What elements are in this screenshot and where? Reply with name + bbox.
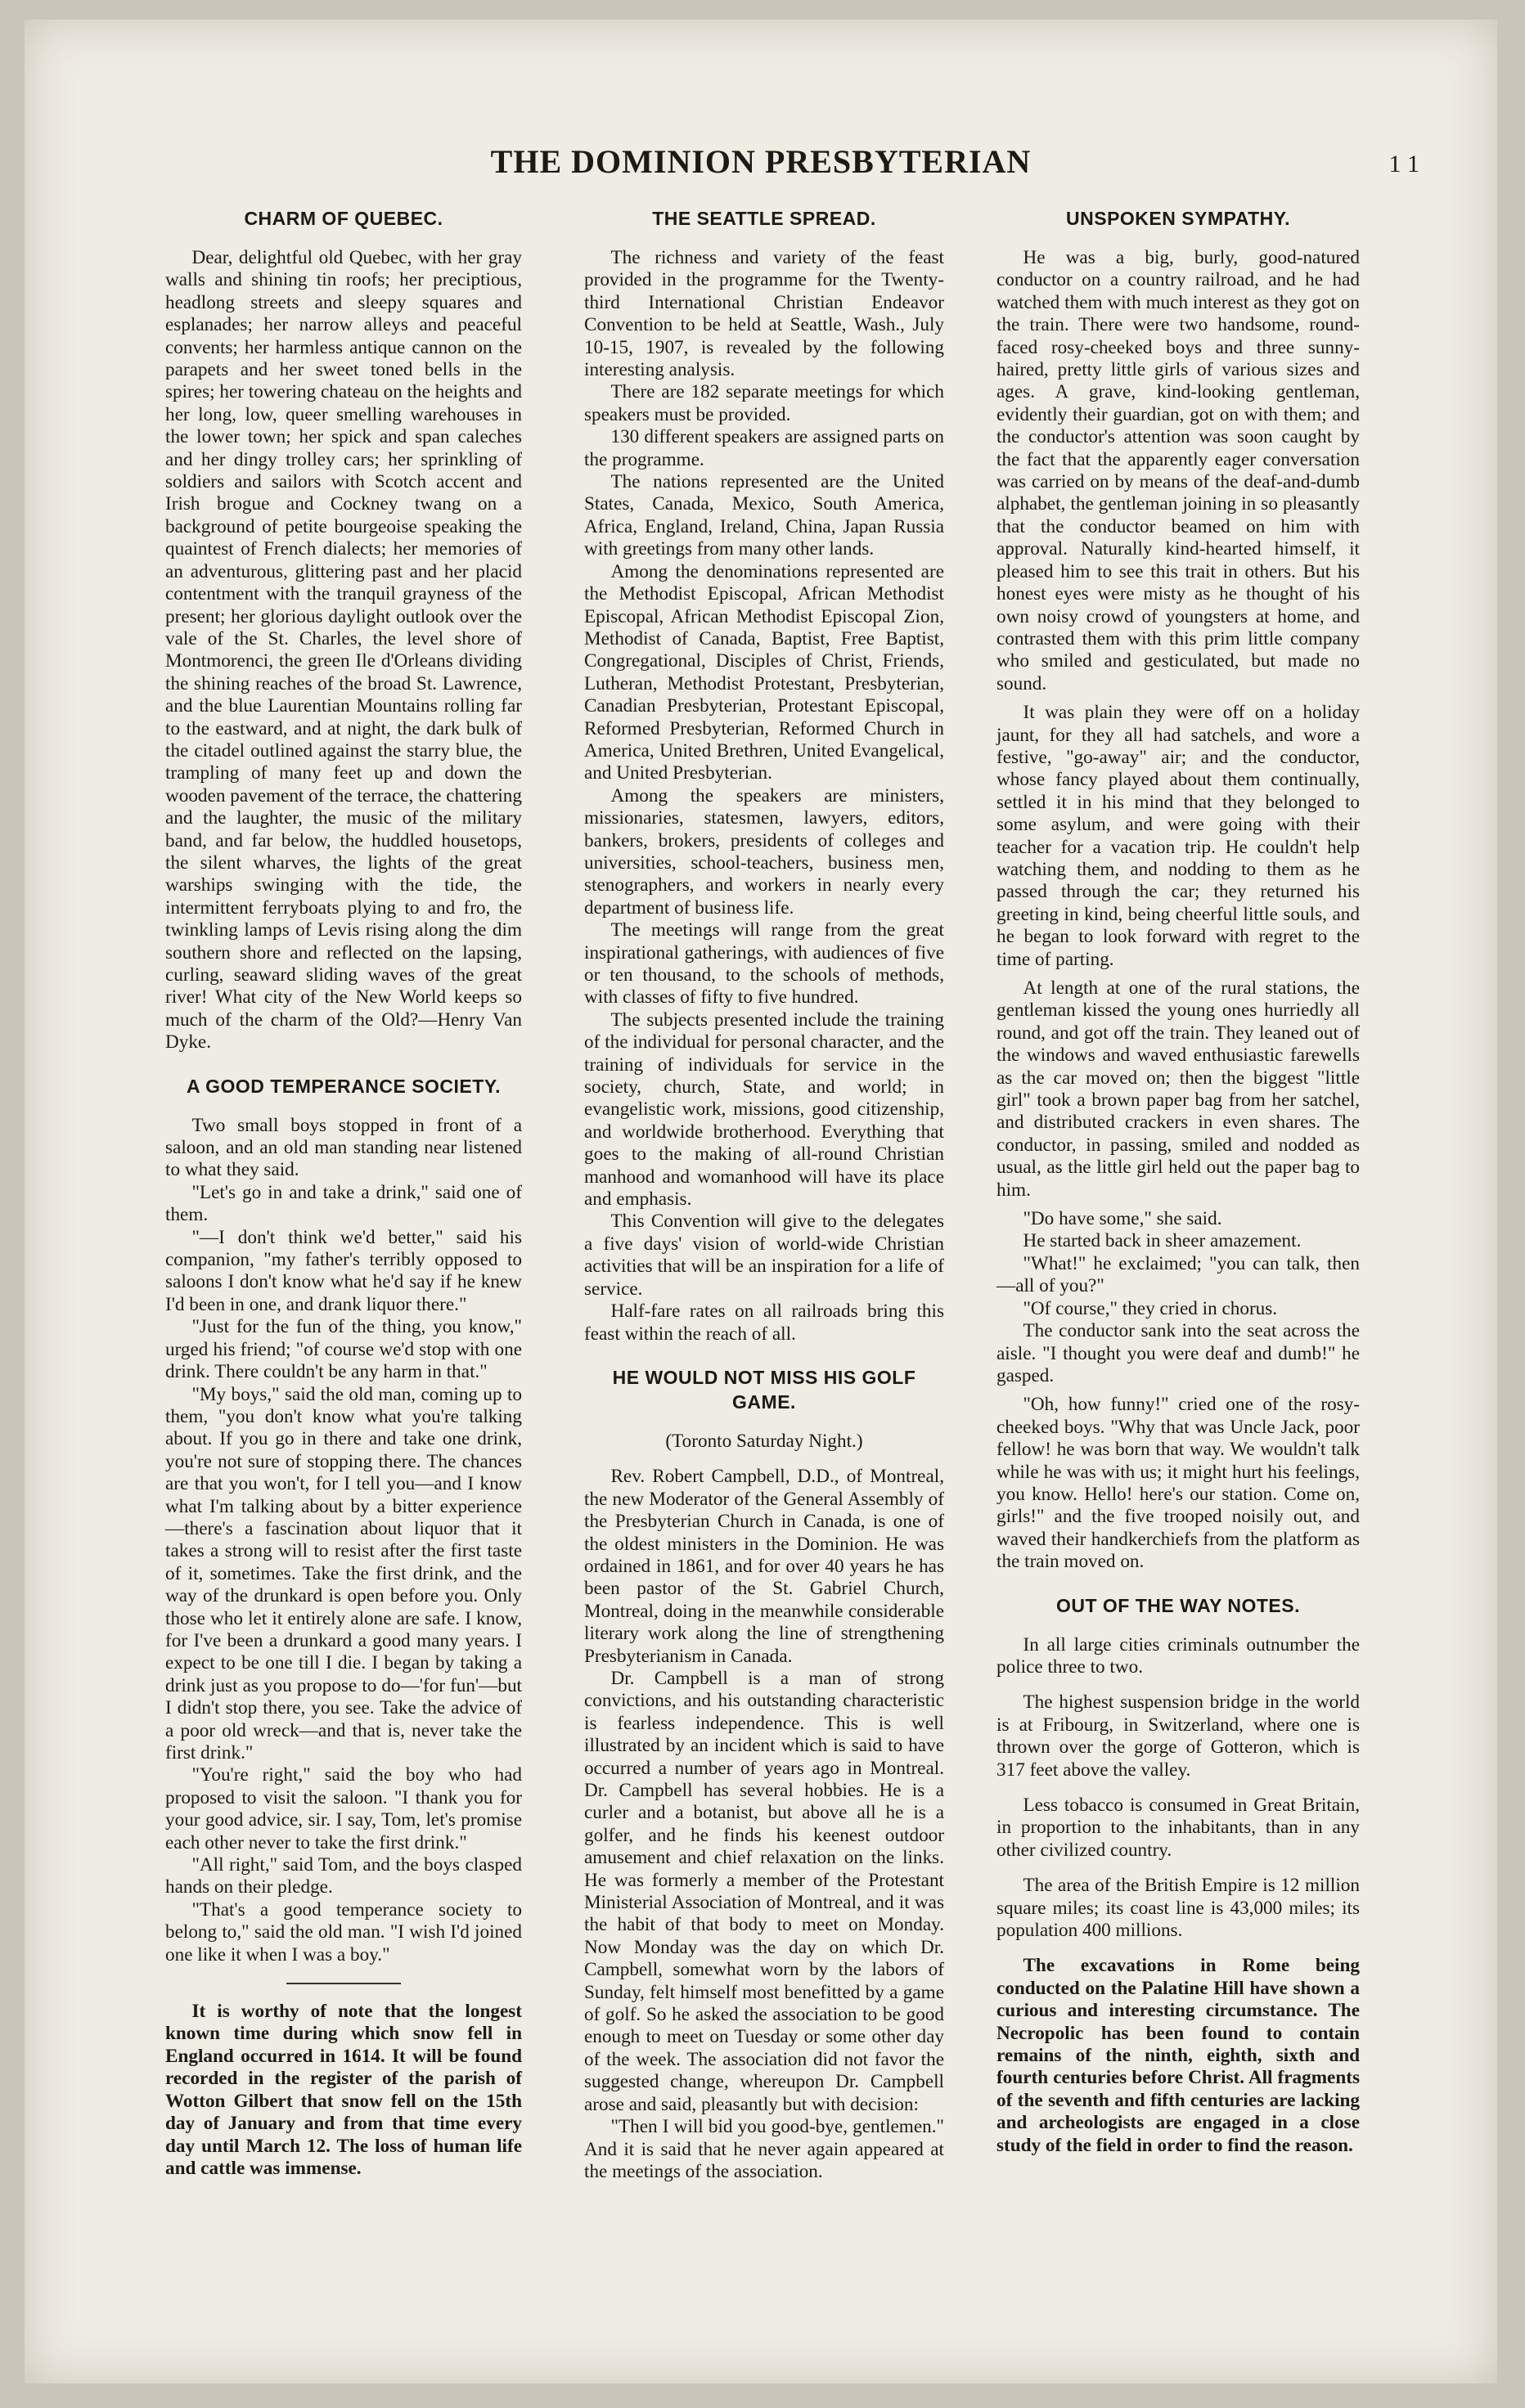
article-paragraph: Two small boys stopped in front of a saloon, and an old man standing near listened to what they said.: [165, 1114, 522, 1181]
article-paragraph: Less tobacco is consumed in Great Britain, in proportion to the inhabitants, than in any other civilized country.: [996, 1795, 1360, 1861]
article-paragraph: Rev. Robert Campbell, D.D., of Montreal, the new Moderator of the General Assembly of the Presbyterian Church in Canada, is one of the oldest ministers in the Dominion. He was ordained in 1861, and for over 40 years he has been pastor of the St. Gabriel Church, Montreal, doing in the meanwhile considerable literary work along the line of strengthening Presbyterianism in Canada.: [584, 1466, 944, 1667]
article-title: OUT OF THE WAY NOTES.: [1055, 1594, 1301, 1616]
article-paragraph: "What!" he exclaimed; "you can talk, then—all of you?": [996, 1252, 1360, 1297]
article-paragraph: This Convention will give to the delegates a five days' vision of world-wide Christian activities that will be an inspiration for a life of service.: [584, 1211, 944, 1300]
article-paragraph: The conductor sank into the seat across the aisle. "I thought you were deaf and dumb!" he gasped.: [996, 1320, 1360, 1386]
article-paragraph: It is worthy of note that the longest known time during which snow fell in England occurred in 1614. It will be found recorded in the register of the parish of Wotton Gilbert that snow fell on the 15th day of January and from that time every day until March 12. The loss of human life and cattle was immense.: [165, 2001, 522, 2179]
article-paragraph: "Of course," they cried in chorus.: [1023, 1297, 1278, 1319]
article-title: CHARM OF QUEBEC.: [244, 208, 443, 229]
article-paragraph: "You're right," said the boy who had proposed to visit the saloon. "I thank you for your good advice, sir. I say, Tom, let's promise each other never to take the first drink.": [165, 1764, 522, 1853]
page-number: 1 1: [1388, 150, 1419, 177]
article-paragraph: The meetings will range from the great inspirational gatherings, with audiences of five or ten thousand, to the schools of methods, with classes of fifty to five hundred.: [584, 919, 944, 1009]
article-paragraph: Among the denominations represented are the Methodist Episcopal, African Methodist Episcopal, African Methodist Episcopal Zion, Methodist of Canada, Baptist, Free Baptist, Congregational, Disciples of Christ, Friends, Lutheran, Methodist Protestant, Presbyterian, Canadian Presbyterian, Protestant Episcopal, Reformed Presbyterian, Reformed Church in America, United Brethren, United Evangelical, and United Presbyterian.: [584, 560, 944, 784]
article-paragraph: He was a big, burly, good-natured conductor on a country railroad, and he had watched them with much interest as they got on the train. There were two handsome, round-faced rosy-cheeked boys and three sunny-haired, pretty little girls of various sizes and ages. A grave, kind-looking gentleman, evidently their guardian, got on with them; and the conductor's attention was soon caught by the fact that the apparently eager conversation was carried on by means of the deaf-and-dumb alphabet, the gentleman joining in so pleasantly that the conductor beamed on him with approval. Naturally kind-hearted himself, it pleased him to see this trait in others. But his honest eyes were misty as he thought of his own noisy crowd of youngsters at home, and contrasted them with this prim little company who smiled and gesticulated, but made no sound.: [996, 247, 1360, 694]
article-title: UNSPOKEN SYMPATHY.: [1066, 208, 1290, 229]
article-paragraph: There are 182 separate meetings for which speakers must be provided.: [584, 381, 944, 425]
article-paragraph: "Then I will bid you good-bye, gentlemen." And it is said that he never again appeared at the meetings of the association.: [584, 2116, 944, 2182]
article-paragraph: Half-fare rates on all railroads bring this feast within the reach of all.: [584, 1301, 944, 1345]
section-divider: [286, 1983, 401, 1984]
article-title: THE SEATTLE SPREAD.: [652, 208, 876, 229]
article-paragraph: The area of the British Empire is 12 million square miles; its coast line is 43,000 miles; its population 400 millions.: [996, 1875, 1360, 1942]
article-paragraph: 130 different speakers are assigned parts on the programme.: [584, 426, 944, 470]
article-paragraph: "Oh, how funny!" cried one of the rosy-cheeked boys. "Why that was Uncle Jack, poor fellow! he was born that way. We wouldn't talk while he was with us; it might hurt his feelings, you know. Hello! here's our station. Come on, girls!" and the five trooped noisily out, and waved their handkerchiefs from the platform as the train moved on.: [996, 1394, 1360, 1573]
article-paragraph: The nations represented are the United States, Canada, Mexico, South America, Africa, England, Ireland, China, Japan Russia with greetings from many other lands.: [584, 471, 944, 560]
article-paragraph: "All right," said Tom, and the boys clasped hands on their pledge.: [165, 1854, 522, 1898]
column-right: [996, 206, 1360, 2157]
article-paragraph: "—I don't think we'd better," said his companion, "my father's terribly opposed to saloons I don't know what he'd say if he knew I'd been in one, and drank liquor there.": [165, 1226, 522, 1315]
article-paragraph: Dear, delightful old Quebec, with her gray walls and shining tin roofs; her preciptious, headlong streets and sleepy squares and esplanades; her narrow alleys and peaceful convents; her harmless antique cannon on the parapets and her sweet toned bells in the spires; her towering chateau on the heights and her long, low, queer smelling warehouses in the lower town; her spick and span caleches and her dingy trolley cars; her sprinkling of soldiers and sailors with Scotch accent and Irish brogue and Cockney twang on a background of petite bourgeoise speaking the quaintest of French dialects; her memories of an adventurous, glittering past and her placid contentment with the tranquil grayness of the present; her glorious daylight outlook over the vale of the St. Charles, the level shore of Montmorenci, the green Ile d'Orleans dividing the shining reaches of the broad St. Lawrence, and the blue Laurentian Mountains rolling far to the eastward, and at night, the dark bulk of the citadel outlined against the starry blue, the trampling of many feet up and down the wooden pavement of the terrace, the chattering and the laughter, the music of the military band, and far below, the huddled housetops, the silent wharves, the lights of the great warships swinging with the tide, the intermittent ferryboats plying to and fro, the twinkling lamps of Levis rising along the dim southern shore and reflected on the lapsing, curling, seaward sliding waves of the great river! What city of the New World keeps so much of the charm of the Old?—Henry Van Dyke.: [165, 247, 522, 1054]
article-paragraph: At length at one of the rural stations, the gentleman kissed the young ones hurriedly all round, and got off the train. They leaned out of the windows and waved enthusiastic farewells as the car moved on; then the biggest "little girl" took a brown paper bag from her satchel, and distributed crackers in even shares. The conductor, in passing, smiled and nodded as usual, as the little girl held out the paper bag to him.: [996, 977, 1360, 1201]
article-paragraph: In all large cities criminals outnumber the police three to two.: [996, 1633, 1360, 1678]
article-paragraph: He started back in sheer amazement.: [1023, 1230, 1302, 1252]
article-paragraph: "Let's go in and take a drink," said one of them.: [165, 1181, 522, 1226]
article-paragraph: "My boys," said the old man, coming up to them, "you don't know what you're talking about. If you go in there and take one drink, you're not sure of stopping there. The chances are that you won't, for I tell you—and I know what I'm talking about by a bitter experience—there's a fascination about liquor that it takes a strong will to resist after the first taste of it, sometimes. Take the first drink, and the way of the drunkard is open before you. Only those who let it entirely alone are safe. I know, for I've been a drunkard a good many years. I expect to be one till I die. I began by taking a drink just as you propose to do—'for fun'—but I didn't stop there, you see. Take the advice of a poor old wreck—and that is, never take the first drink.": [165, 1383, 522, 1763]
article-paragraph: The richness and variety of the feast provided in the programme for the Twenty-third International Christian Endeavor Convention to be held at Seattle, Wash., July 10-15, 1907, is revealed by the following interesting analysis.: [584, 247, 944, 381]
article-paragraph: "That's a good temperance society to belong to," said the old man. "I wish I'd joined one like it when I was a boy.": [165, 1898, 522, 1965]
article-byline: (Toronto Saturday Night.): [665, 1430, 863, 1452]
article-paragraph: Dr. Campbell is a man of strong convictions, and his outstanding characteristic is fearless independence. This is well illustrated by an incident which is said to have occurred a number of years ago in Montreal. Dr. Campbell has several hobbies. He is a curler and a botanist, but above all he is a golfer, and he finds his keenest outdoor amusement and chief relaxation on the links. He was formerly a member of the Protestant Ministerial Association of Montreal, and it was the habit of that body to meet on Monday. Now Monday was the day on which Dr. Campbell, somewhat worn by the labors of Sunday, felt himself most benefitted by a game of golf. So he asked the association to be good enough to meet on Tuesday or some other day of the week. The association did not favor the suggested change, whereupon Dr. Campbell arose and said, pleasantly but with decision:: [584, 1667, 944, 2115]
article-paragraph: "Do have some," she said.: [1023, 1208, 1222, 1230]
article-paragraph: The highest suspension bridge in the world is at Fribourg, in Switzerland, where one is thrown over the gorge of Gotteron, which is 317 feet above the valley.: [996, 1691, 1360, 1781]
column-left: [165, 206, 522, 2180]
article-paragraph: Among the speakers are ministers, missionaries, statesmen, lawyers, editors, bankers, brokers, presidents of colleges and universities, school-teachers, business men, stenographers, and workers in nearly every department of business life.: [584, 784, 944, 919]
masthead: THE DOMINION PRESBYTERIAN: [490, 143, 1032, 180]
article-paragraph: The excavations in Rome being conducted on the Palatine Hill have shown a curious and interesting circumstance. The Necropolic has been found to contain remains of the ninth, eighth, sixth and fourth centuries before Christ. All fragments of the seventh and fifth centuries are lacking and archeologists are engaged in a close study of the field in order to find the reason.: [996, 1955, 1360, 2156]
article-paragraph: "Just for the fun of the thing, you know," urged his friend; "of course we'd stop with one drink. There couldn't be any harm in that.": [165, 1316, 522, 1383]
article-paragraph: It was plain they were off on a holiday jaunt, for they all had satchels, and wore a festive, "go-away" air; and the conductor, whose fancy played about them continually, settled it in his mind that they belonged to some asylum, and were going with their teacher for a vacation trip. He couldn't help watching them, and nodding to them as he passed through the car; they returned his greeting in kind, being cheerful little souls, and he began to look forward with regret to the time of parting.: [996, 702, 1360, 970]
article-title: A GOOD TEMPERANCE SOCIETY.: [186, 1075, 502, 1097]
newspaper-page: [25, 20, 1497, 2383]
article-title: HE WOULD NOT MISS HIS GOLF GAME.: [612, 1366, 916, 1413]
column-middle: [584, 206, 944, 2183]
article-paragraph: The subjects presented include the training of the individual for personal character, and the training of individuals for service in the society, church, State, and world; in evangelistic work, missions, good citizenship, and worldwide brotherhood. Everything that goes to the making of all-round Christian manhood and womanhood will have its place and emphasis.: [584, 1009, 944, 1211]
